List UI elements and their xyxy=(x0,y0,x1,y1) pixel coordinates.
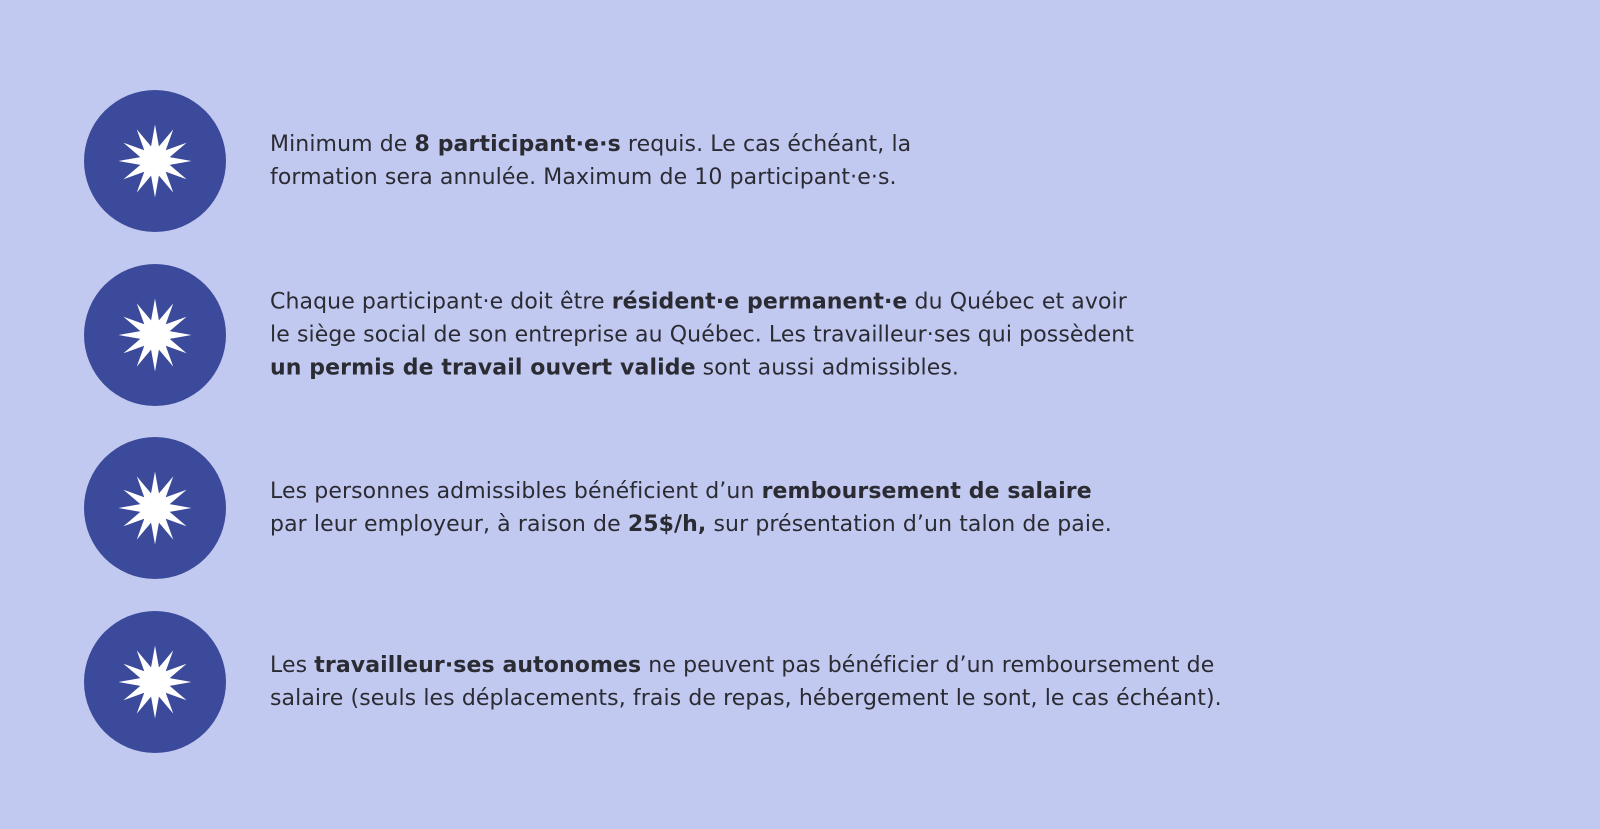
condition-text xyxy=(270,649,1222,715)
starburst-icon xyxy=(117,470,193,546)
starburst-icon xyxy=(117,297,193,373)
starburst-icon xyxy=(117,123,193,199)
text-line: Chaque participant·e doit être résident·e permanent·e du Québec et avoir xyxy=(270,289,1127,315)
text-line: Minimum de 8 participant·e·s requis. Le cas échéant, la xyxy=(270,132,912,157)
starburst-icon-badge xyxy=(84,611,226,753)
condition-item-residency xyxy=(84,264,1544,406)
condition-item-minimum-participants xyxy=(84,90,1544,232)
starburst-icon-badge xyxy=(84,264,226,406)
condition-text xyxy=(270,286,1134,385)
starburst-icon xyxy=(117,644,193,720)
condition-text xyxy=(270,128,911,194)
starburst-icon-badge xyxy=(84,437,226,579)
text-line: Les personnes admissibles bénéficient d’un remboursement de salaire xyxy=(270,479,1092,504)
condition-item-self-employed xyxy=(84,611,1544,753)
text-line: le siège social de son entreprise au Québec. Les travailleur·ses qui possèdent xyxy=(270,322,1135,348)
starburst-icon-badge xyxy=(84,90,226,232)
text-line: formation sera annulée. Maximum de 10 participant·e·s. xyxy=(270,165,897,190)
text-line: par leur employeur, à raison de 25$/h, sur présentation d’un talon de paie. xyxy=(270,512,1112,537)
text-line: Les travailleur·ses autonomes ne peuvent pas bénéficier d’un remboursement de xyxy=(270,653,1215,678)
condition-text xyxy=(270,475,1112,541)
condition-item-salary-reimbursement xyxy=(84,437,1544,579)
text-line: salaire (seuls les déplacements, frais de repas, hébergement le sont, le cas échéant). xyxy=(270,686,1222,711)
text-line: un permis de travail ouvert valide sont aussi admissibles. xyxy=(270,355,960,381)
